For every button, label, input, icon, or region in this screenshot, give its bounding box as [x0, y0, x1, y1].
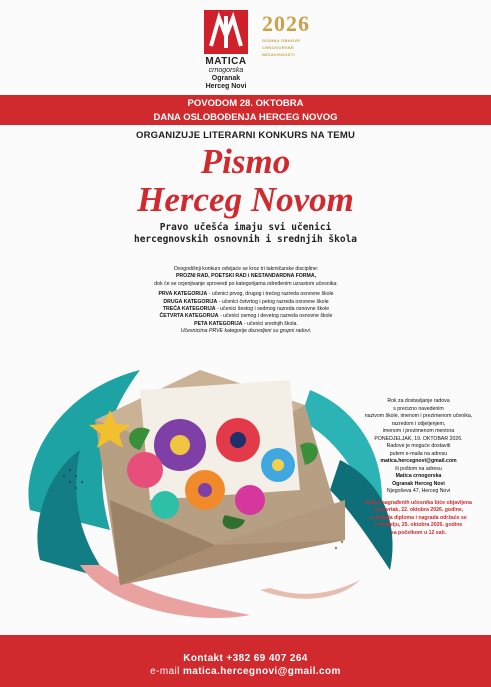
- banner-line-2: DANA OSLOBOĐENJA HERCEG NOVOG: [153, 112, 338, 123]
- results-line-1: Imena nagrađenih učesnika biće objavljena: [365, 499, 472, 506]
- organizer-line: ORGANIZUJE LITERARNI KONKURS NA TEMU: [135, 130, 355, 141]
- year-caption-2: CRNOGORSKE: [262, 45, 295, 50]
- rules-note: Učesnicima PRVE kategorije dozvoljeni su grupni radovi.: [180, 328, 312, 335]
- title-line-2: Herceg Novom: [137, 180, 354, 219]
- deadline-line-10: ili poštom na adresu: [395, 465, 442, 472]
- matica-logo-icon: [204, 10, 248, 54]
- category-4: ČETVRTA KATEGORIJA - učenici osmog i devetog razreda osnovne škole: [159, 313, 333, 320]
- logo-caption: [180, 56, 272, 91]
- contest-rules: [120, 266, 372, 336]
- submission-email-link[interactable]: matica.hercegnovi@gmail.com: [380, 458, 457, 464]
- deadline-line-1: Rok za dostavljanje radova: [387, 398, 450, 404]
- logo-sub: crnogorska: [208, 67, 244, 74]
- subtitle-line-1: Pravo učešća imaju svi učenici: [159, 222, 332, 233]
- logo-branch-2: Herceg Novi: [205, 83, 247, 90]
- contact-footer: [0, 635, 491, 687]
- results-line-2: u četvrtak, 22. oktobra 2026. godine,: [373, 507, 464, 513]
- category-2: DRUGA KATEGORIJA - učenici četvrtog i petog razreda osnovne škole: [163, 298, 329, 305]
- results-line-5: sa početkom u 12 sati.: [390, 529, 447, 536]
- year-caption-1: GODINA OBNOVE: [262, 38, 301, 43]
- contest-title: [0, 143, 491, 219]
- contact-email-link[interactable]: matica.hercegnovi@gmail.com: [182, 666, 341, 677]
- address-org: Matica crnogorska: [395, 473, 442, 479]
- deadline-date: PONEDJELJAK, 19. OKTOBAR 2026.: [374, 435, 463, 442]
- year-badge: [262, 12, 332, 57]
- contact-phone[interactable]: Kontakt +382 69 407 264: [183, 653, 308, 664]
- banner-line-1: POVODOM 28. OKTOBRA: [187, 98, 304, 109]
- rules-intro: Ovogodišnji konkurs odvijaće se kroz tri takmičarske discipline:: [173, 266, 319, 272]
- rules-disciplines: PROZNI RAD, POETSKI RAD i NESTANDARDNA FORMA,: [175, 273, 317, 280]
- logo-branch-1: Ogranak: [211, 75, 241, 82]
- rules-categories-intro: dok će se ocjenjivanje sprovesti po kategorijama određenim uzrastom učesnika:: [154, 280, 338, 287]
- title-line-1: Pismo: [200, 142, 291, 181]
- category-3: TREĆA KATEGORIJA - učenici šestog i sedmog razreda osnovne škole: [162, 306, 330, 313]
- subtitle-line-2: hercegnovskih osnovnih i srednjih škola: [133, 234, 358, 245]
- deadline-line-7: Radove je moguće dostaviti: [386, 443, 451, 449]
- address-branch: Ogranak Herceg Novi: [392, 480, 445, 487]
- deadline-line-2: s precizno navedenim: [393, 405, 444, 412]
- deadline-info: [356, 398, 481, 537]
- contact-email-line: e-mail matica.hercegnovi@gmail.com: [150, 666, 341, 677]
- deadline-line-4: razredom i odjeljenjem,: [391, 420, 446, 427]
- year-caption-3: NEZAVISNOSTI: [262, 52, 295, 57]
- logo-name: MATICA: [205, 56, 247, 67]
- results-line-4: u nedjelju, 25. oktobra 2026. godine: [374, 522, 463, 528]
- occasion-banner: [0, 95, 491, 125]
- category-1: PRVA KATEGORIJA - učenici prvog, drugog i trećeg razreda osnovne škole: [158, 291, 334, 298]
- year-number: 2026: [262, 11, 310, 36]
- deadline-line-3: nazivom škole, imenom i prezimenom učenika,: [364, 413, 473, 419]
- results-line-3: a dodjela diploma i nagrada održaće se: [370, 514, 467, 521]
- deadline-line-8: putem e-maila na adresu: [389, 450, 448, 457]
- address-street: Njegoševa 47, Herceg Novi: [386, 488, 451, 494]
- eligibility-subtitle: [0, 222, 491, 246]
- category-5: PETA KATEGORIJA - učenici srednjih škola.: [194, 320, 298, 327]
- deadline-line-5: imenom i prezimenom mentora: [382, 428, 455, 434]
